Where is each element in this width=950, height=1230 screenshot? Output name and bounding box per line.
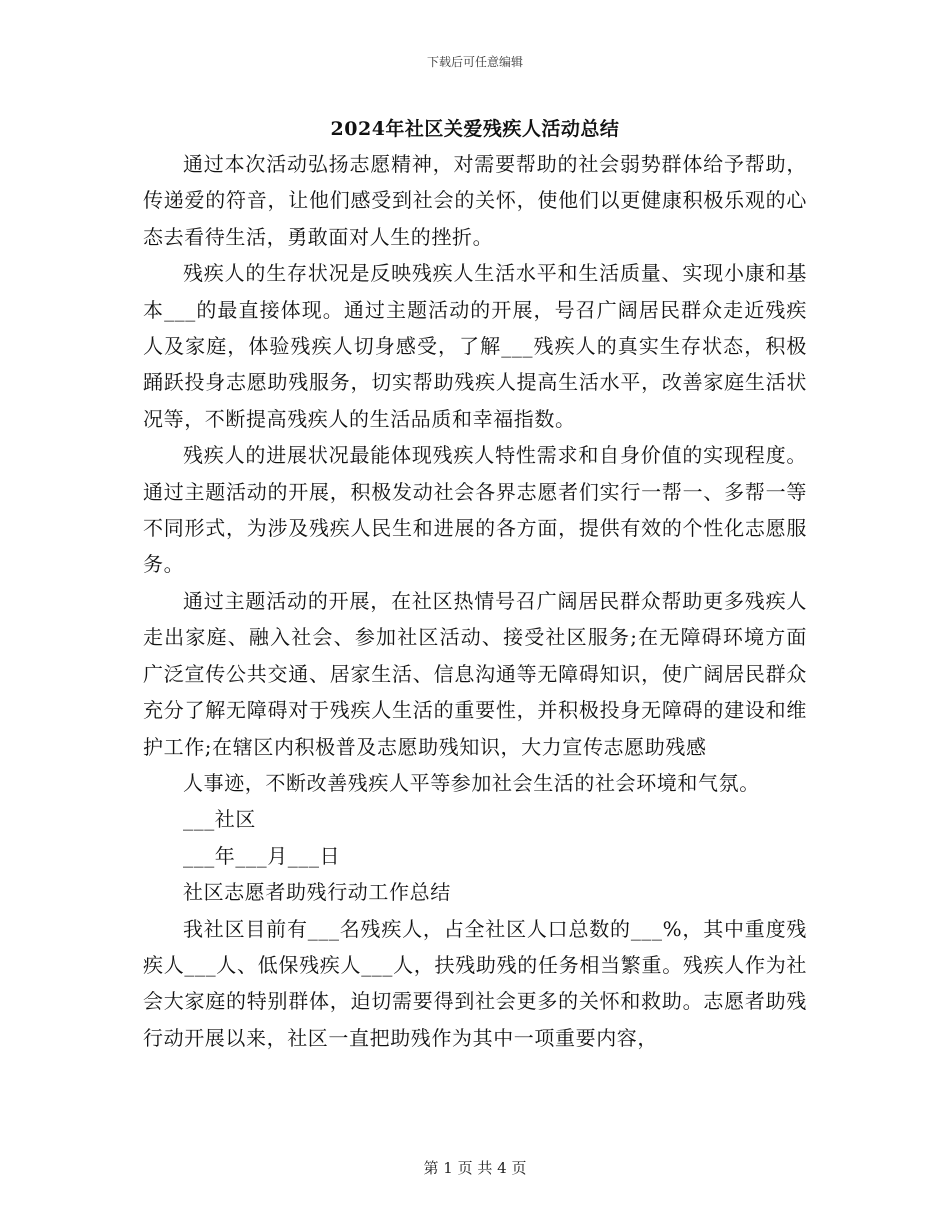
signature-community: ___社区 — [183, 807, 256, 832]
paragraph-development: 残疾人的进展状况最能体现残疾人特性需求和自身价值的实现程度。通过主题活动的开展，积极发动社会各界志愿者们实行一帮一、多帮一等不同形式，为涉及残疾人民生和进展的各方面，提供有效的个性化志愿服务。 — [143, 443, 807, 577]
document-title: 2024年社区关爱残疾人活动总结 — [330, 118, 620, 140]
signature-date: ___年___月___日 — [183, 843, 341, 868]
document-body — [143, 146, 807, 1056]
page-number: 第 1 页 共 4 页 — [423, 1159, 527, 1177]
section-heading-volunteer-summary: 社区志愿者助残行动工作总结 — [183, 880, 451, 905]
paragraph-intro: 通过本次活动弘扬志愿精神，对需要帮助的社会弱势群体给予帮助，传递爱的符音，让他们感受到社会的关怀，使他们以更健康积极乐观的心态去看待生活，勇敢面对人生的挫折。 — [143, 152, 807, 249]
paragraph-living-conditions: 残疾人的生存状况是反映残疾人生活水平和生活质量、实现小康和基本___的最直接体现。通过主题活动的开展，号召广阔居民群众走近残疾人及家庭，体验残疾人切身感受，了解___残疾人的真实生存状态，积极踊跃投身志愿助残服务，切实帮助残疾人提高生活水平，改善家庭生活状况等，不断提高残疾人的生活品质和幸福指数。 — [143, 261, 807, 431]
paragraph-statistics: 我社区目前有___名残疾人，占全社区人口总数的___%，其中重度残疾人___人、低保残疾人___人，扶残助残的任务相当繁重。残疾人作为社会大家庭的特别群体，迫切需要得到社会更多的关怀和救助。志愿者助残行动开展以来，社区一直把助残作为其中一项重要内容， — [143, 916, 807, 1050]
paragraph-continuation: 人事迹，不断改善残疾人平等参加社会生活的社会环境和气氛。 — [183, 770, 760, 795]
paragraph-community-activities: 通过主题活动的开展，在社区热情号召广阔居民群众帮助更多残疾人走出家庭、融入社会、参加社区活动、接受社区服务;在无障碍环境方面广泛宣传公共交通、居家生活、信息沟通等无障碍知识，使广阔居民群众充分了解无障碍对于残疾人生活的重要性，并积极投身无障碍的建设和维护工作;在辖区内积极普及志愿助残知识，大力宣传志愿助残感 — [143, 588, 807, 759]
header-note: 下载后可任意编辑 — [426, 55, 523, 69]
